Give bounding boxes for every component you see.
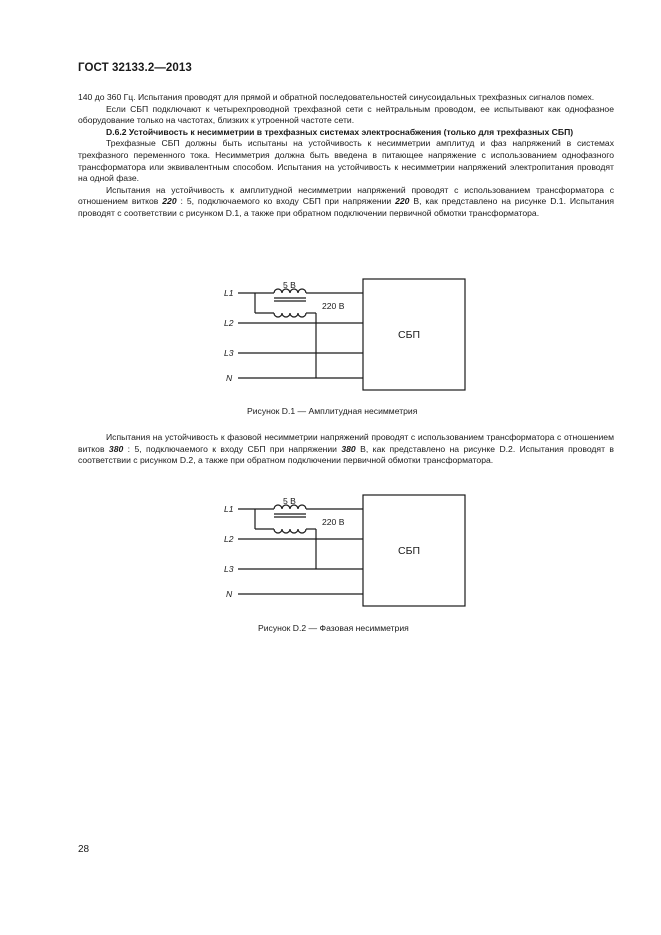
document-header: ГОСТ 32133.2—2013 xyxy=(78,62,192,74)
paragraph-three-phase: Трехфазные СБП должны быть испытаны на устойчивость к несимметрии амплитуд и фаз напряжений в системах трехфазного переменного тока. Несимметрия должна быть введена в питающее напряжение с использованием однофазного трансформатора или эквивалентным способом. Испытания на устойчивость к несимметрии напряжений электропитания проводят на одной фазе. xyxy=(78,138,614,184)
paragraph-phase-test: Испытания на устойчивость к фазовой несимметрии напряжений проводят с использованием трансформатора с отношением витков 380 : 5, подключаемого к входу СБП при напряжении 380 В, как представлено на рисунке D.2. Испытания проводят в соответствии с рисунком D.2, а также при обратном подключении первичной обмотки трансформатора. xyxy=(78,432,614,466)
turns-ratio-220: 220 xyxy=(162,196,177,207)
label-secondary-voltage: 5 В xyxy=(283,496,296,506)
label-l1: L1 xyxy=(224,504,234,514)
label-ups: СБП xyxy=(398,545,421,557)
voltage-380: 380 xyxy=(341,443,356,454)
paragraph-amplitude-test: Испытания на устойчивость к амплитудной несимметрии напряжений проводят с использованием трансформатора с отношением витков 220 : 5, подключаемого ко входу СБП при напряжении 220 В, как представлено на рисунке D.1. Испытания проводят с соответствии с рисунком D.1, а также при обратном подключении первичной обмотки трансформатора. xyxy=(78,184,614,218)
voltage-220: 220 xyxy=(395,196,410,207)
paragraph-four-wire: Если СБП подключают к четырехпроводной трехфазной сети с нейтральным проводом, ее испытывают как однофазное оборудование только на частотах, близких к утроенной частоте сети. xyxy=(78,103,614,126)
label-primary-voltage: 220 В xyxy=(322,301,345,311)
turns-ratio-380: 380 xyxy=(108,443,124,454)
body-text-top xyxy=(78,92,614,220)
paragraph-continuation: 140 до 360 Гц. Испытания проводят для прямой и обратной последовательностей синусоидальных трехфазных сигналов помех. xyxy=(78,92,595,102)
label-n: N xyxy=(226,589,233,599)
figure-d1-circuit-diagram xyxy=(0,270,661,400)
section-title-d62: D.6.2 Устойчивость к несимметрии в трехфазных системах электроснабжения (только для трехфазных СБП) xyxy=(106,126,574,137)
figure-d1-caption: Рисунок D.1 — Амплитудная несимметрия xyxy=(247,406,418,416)
body-text-middle xyxy=(78,432,614,467)
label-l2: L2 xyxy=(224,318,234,328)
label-l1: L1 xyxy=(224,288,234,298)
label-n: N xyxy=(226,373,233,383)
figure-d2-circuit-diagram xyxy=(0,485,661,615)
label-l3: L3 xyxy=(224,564,234,574)
label-l2: L2 xyxy=(224,534,234,544)
figure-d2-caption: Рисунок D.2 — Фазовая несимметрия xyxy=(258,623,409,633)
transformer-primary-coil xyxy=(274,529,306,533)
label-ups: СБП xyxy=(398,329,421,341)
page-number: 28 xyxy=(78,844,90,855)
label-l3: L3 xyxy=(224,348,234,358)
transformer-primary-coil xyxy=(274,313,306,317)
label-secondary-voltage: 5 В xyxy=(283,280,296,290)
label-primary-voltage: 220 В xyxy=(322,517,345,527)
